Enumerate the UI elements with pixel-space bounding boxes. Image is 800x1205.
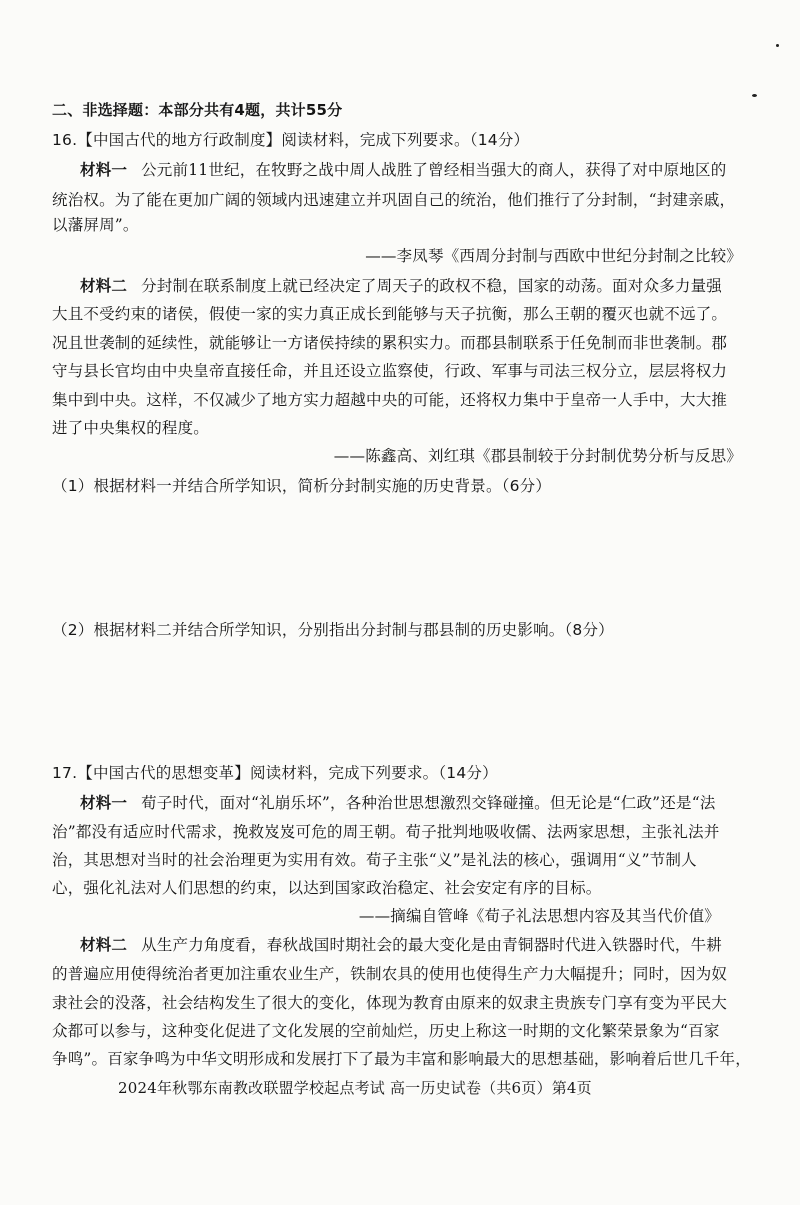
- q17-material-1-line-1: 材料一 荀子时代，面对“礼崩乐坏”，各种治世思想激烈交锋碰撞。但无论是“仁政”还是“法: [80, 793, 716, 812]
- section-heading: 二、非选择题：本部分共有4题，共计55分: [52, 101, 343, 119]
- question-17-title: 17.【中国古代的思想变革】阅读材料，完成下列要求。（14分）: [52, 764, 498, 782]
- q16-sub-question-2: （2）根据材料二并结合所学知识，分别指出分封制与郡县制的历史影响。（8分）: [52, 621, 614, 639]
- q16-material-2-source: ——陈鑫高、刘红琪《郡县制较于分封制优势分析与反思》: [333, 447, 742, 465]
- q17-material-2-line-4: 众都可以参与，这种变化促进了文化发展的空前灿烂，历史上称这一时期的文化繁荣景象为“百家: [52, 1022, 720, 1040]
- q17-material-2-line-3: 隶社会的没落，社会结构发生了很大的变化，体现为教育由原来的奴隶主贵族专门享有变为平民大: [52, 994, 728, 1012]
- q16-material-1-line-3: 以藩屏周”。: [52, 216, 139, 234]
- q17-material-2-line-5: 争鸣”。百家争鸣为中华文明形成和发展打下了最为丰富和影响最大的思想基础，影响着后世几千年，: [52, 1050, 751, 1068]
- q17-material-1-label: 材料一: [80, 793, 128, 812]
- q17-material-1-line-3: 治，其思想对当时的社会治理更为实用有效。荀子主张“义”是礼法的核心，强调用“义”节制人: [52, 851, 697, 869]
- q17-material-1-source: ——摘编自管峰《荀子礼法思想内容及其当代价值》: [358, 907, 720, 925]
- q16-material-2-line-3: 况且世袭制的延续性，就能够让一方诸侯持续的累积实力。而郡县制联系于任免制而非世袭制。郡: [52, 334, 728, 352]
- q16-material-2-label: 材料二: [80, 276, 128, 295]
- q16-material-1-line-1: 材料一 公元前11世纪，在牧野之战中周人战胜了曾经相当强大的商人，获得了对中原地区的: [80, 160, 727, 179]
- q16-material-1-label: 材料一: [80, 160, 128, 179]
- q17-material-2-line-1: 材料二 从生产力角度看，春秋战国时期社会的最大变化是由青铜器时代进入铁器时代，牛耕: [80, 935, 723, 954]
- q16-material-2-line-2: 大且不受约束的诸侯，假使一家的实力真正成长到能够与天子抗衡，那么王朝的覆灭也就不远了。: [52, 305, 728, 323]
- q16-material-2-line-5: 集中到中央。这样，不仅减少了地方实力超越中央的可能，还将权力集中于皇帝一人手中，大大推: [52, 391, 728, 409]
- page-footer: 2024年秋鄂东南教改联盟学校起点考试 高一历史试卷（共6页）第4页: [118, 1079, 592, 1097]
- q16-material-2-line-1: 材料二 分封制在联系制度上就已经决定了周天子的政权不稳，国家的动荡。面对众多力量强: [80, 276, 723, 295]
- q17-material-2-label: 材料二: [80, 935, 128, 954]
- question-16-title: 16.【中国古代的地方行政制度】阅读材料，完成下列要求。（14分）: [52, 131, 530, 149]
- q16-material-2-line-6: 进了中央集权的程度。: [52, 419, 210, 437]
- scan-speck: [776, 44, 779, 47]
- q17-material-1-line-4: 心，强化礼法对人们思想的约束，以达到国家政治稳定、社会安定有序的目标。: [52, 879, 602, 897]
- q16-material-1-line-2: 统治权。为了能在更加广阔的领域内迅速建立并巩固自己的统治，他们推行了分封制，“封建亲戚，: [52, 191, 736, 209]
- q17-material-1-line-2: 治”都没有适应时代需求，挽救岌岌可危的周王朝。荀子批判地吸收儒、法两家思想，主张礼法并: [52, 823, 720, 841]
- q16-material-2-line-4: 守与县长官均由中央皇帝直接任命，并且还设立监察使，行政、军事与司法三权分立，层层将权力: [52, 362, 728, 380]
- q16-sub-question-1: （1）根据材料一并结合所学知识，简析分封制实施的历史背景。（6分）: [52, 477, 552, 495]
- q16-material-1-source: ——李凤琴《西周分封制与西欧中世纪分封制之比较》: [365, 247, 742, 265]
- q17-material-2-line-2: 的普遍应用使得统治者更加注重农业生产，铁制农具的使用也使得生产力大幅提升；同时，因为奴: [52, 965, 728, 983]
- scan-speck: [752, 94, 757, 97]
